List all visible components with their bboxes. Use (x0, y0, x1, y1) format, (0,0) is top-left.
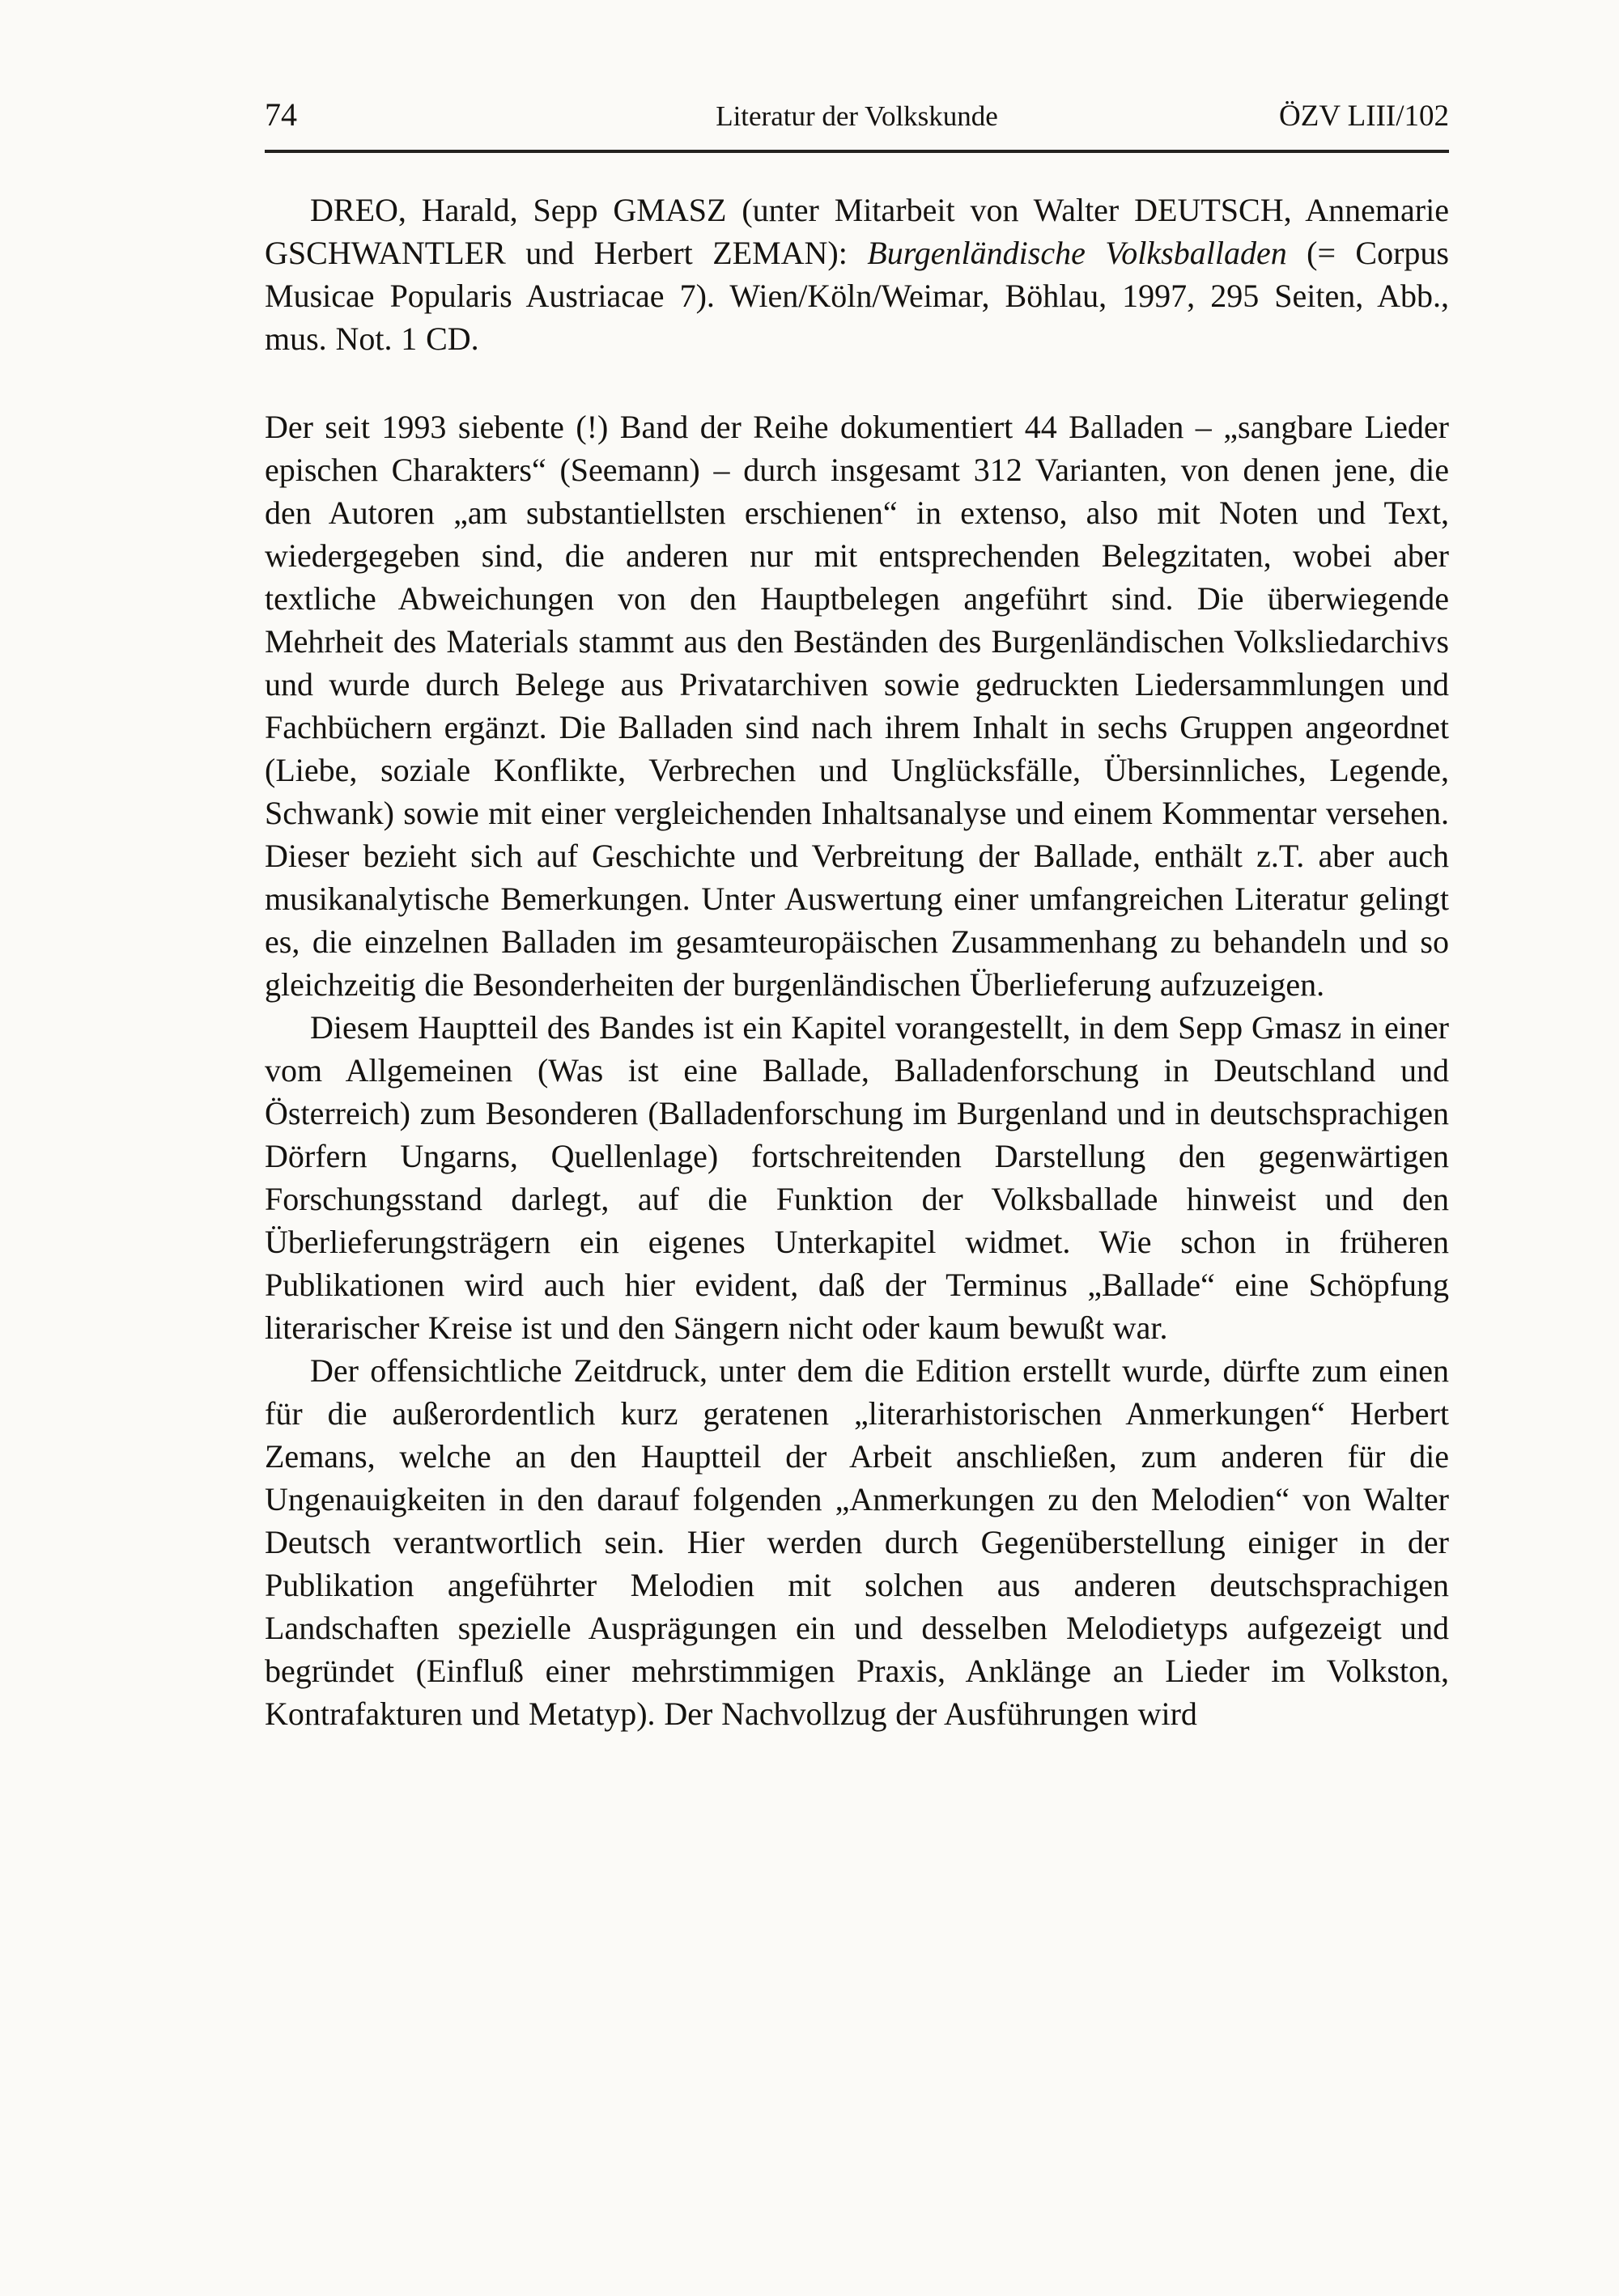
text-block (265, 95, 1449, 1735)
body-paragraph-2: Diesem Hauptteil des Bandes ist ein Kapitel vorangestellt, in dem Sepp Gmasz in einer vom Allgemeinen (Was ist eine Ballade, Balladenforschung in Deutschland und Österreich) zum Besonderen (Balladenforschung im Burgenland und in deutschsprachigen Dörfern Ungarns, Quellenlage) fortschreitenden Darstellung den gegenwärtigen Forschungsstand darlegt, auf die Funktion der Volksballade hinweist und den Überlieferungsträgern ein eigenes Unterkapitel widmet. Wie schon in früheren Publikationen wird auch hier evident, daß der Terminus „Ballade“ eine Schöpfung literarischer Kreise ist und den Sängern nicht oder kaum bewußt war. (265, 1009, 1449, 1346)
body-paragraph-3: Der offensichtliche Zeitdruck, unter dem die Edition erstellt wurde, dürfte zum einen für die außerordentlich kurz geratenen „literarhistorischen Anmerkungen“ Herbert Zemans, welche an den Hauptteil der Arbeit anschließen, zum anderen für die Ungenauigkeiten in den darauf folgenden „Anmerkungen zu den Melodien“ von Walter Deutsch verantwortlich sein. Hier werden durch Gegenüberstellung einiger in der Publikation angeführter Melodien mit solchen aus anderen deutschsprachigen Landschaften spezielle Ausprägungen ein und desselben Melodietyps aufgezeigt und begründet (Einfluß einer mehrstimmigen Praxis, Anklänge an Lieder im Volkston, Kontrafakturen und Metatyp). Der Nachvollzug der Ausführungen wird (265, 1352, 1449, 1732)
citation-title: Burgenländische Volksballaden (867, 235, 1287, 271)
journal-reference: ÖZV LIII/102 (1279, 100, 1450, 133)
body-paragraph-1: Der seit 1993 siebente (!) Band der Reihe dokumentiert 44 Balladen – „sangbare Lieder epischen Charakters“ (Seemann) – durch insgesamt 312 Varianten, von denen jene, die den Autoren „am substantiellsten erschienen“ in extenso, also mit Noten und Text, wiedergegeben sind, die anderen nur mit entsprechenden Belegzitaten, wobei aber textliche Abweichungen von den Hauptbelegen angeführt sind. Die überwiegende Mehrheit des Materials stammt aus den Beständen des Burgenländischen Volksliedarchivs und wurde durch Belege aus Privatarchiven sowie gedruckten Liedersammlungen und Fachbüchern ergänzt. Die Balladen sind nach ihrem Inhalt in sechs Gruppen angeordnet (Liebe, soziale Konflikte, Verbrechen und Unglücksfälle, Übersinnliches, Legende, Schwank) sowie mit einer vergleichenden Inhaltsanalyse und einem Kommentar versehen. Dieser bezieht sich auf Geschichte und Verbreitung der Ballade, enthält z.T. aber auch musikanalytische Bemerkungen. Unter Auswertung einer umfangreichen Literatur gelingt es, die einzelnen Balladen im gesamteuropäischen Zusammenhang zu behandeln und so gleichzeitig die Besonderheiten der burgenländischen Überlieferung aufzuzeigen. (265, 409, 1449, 1003)
citation-paragraph (265, 189, 1449, 360)
citation-authors: DREO, Harald, Sepp GMASZ (unter Mitarbeit von Walter DEUTSCH, Annemarie GSCHWANTLER und Herbert ZEMAN): (265, 192, 1449, 271)
page-number: 74 (265, 96, 297, 133)
header-rule (265, 150, 1449, 153)
page-header (265, 95, 1449, 134)
citation-imprint: (= Corpus Musicae Popularis Austriacae 7). Wien/Köln/Weimar, Böhlau, 1997, 295 Seiten, Abb., mus. Not. 1 CD. (265, 235, 1450, 357)
running-title: Literatur der Volkskunde (716, 100, 998, 132)
